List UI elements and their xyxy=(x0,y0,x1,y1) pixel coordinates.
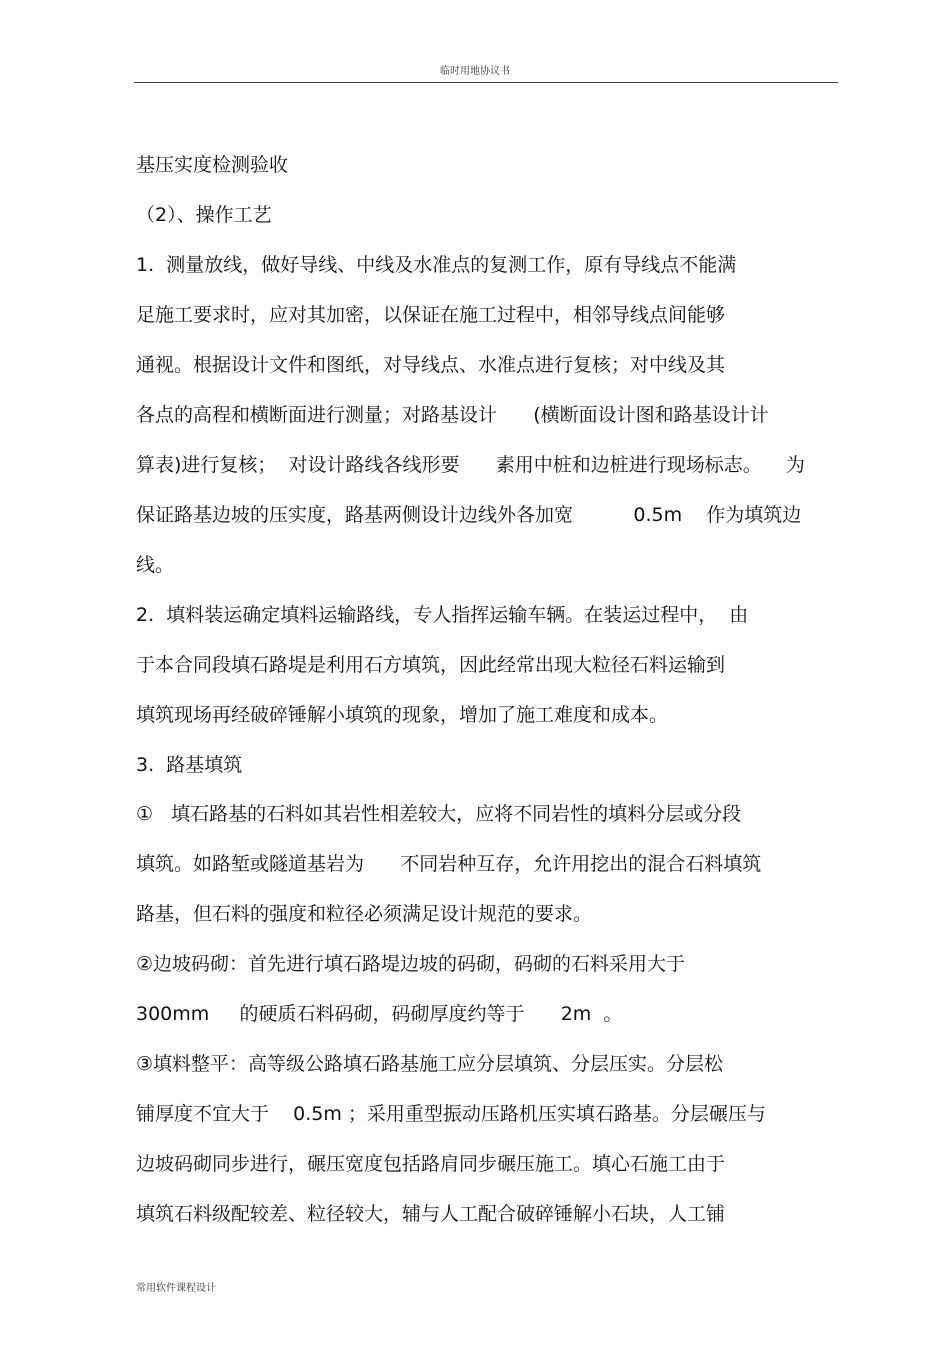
text-line: 填筑石料级配较差、粒径较大，辅与人工配合破碎锤解小石块，人工铺 xyxy=(136,1203,726,1225)
text-line: ① 填石路基的石料如其岩性相差较大，应将不同岩性的填料分层或分段 xyxy=(136,803,742,825)
text-line: ②边坡码砌：首先进行填石路堤边坡的码砌，码砌的石料采用大于 xyxy=(136,953,686,975)
text-line: 通视。根据设计文件和图纸，对导线点、水准点进行复核；对中线及其 xyxy=(136,354,726,376)
text-line: 2. 填料装运确定填料运输路线，专人指挥运输车辆。在装运过程中， 由 xyxy=(136,604,749,626)
text-line: （2）、操作工艺 xyxy=(136,204,272,226)
text-line: 于本合同段填石路堤是利用石方填筑，因此经常出现大粒径石料运输到 xyxy=(136,654,726,676)
text-line: 各点的高程和横断面进行测量；对路基设计 (横断面设计图和路基设计计 xyxy=(136,404,769,426)
text-line: 1. 测量放线，做好导线、中线及水准点的复测工作，原有导线点不能满 xyxy=(136,254,737,276)
text-line: 铺厚度不宜大于 0.5m ；采用重型振动压路机压实填石路基。分层碾压与 xyxy=(136,1103,766,1125)
text-line: 填筑。如路堑或隧道基岩为 不同岩种互存，允许用挖出的混合石料填筑 xyxy=(136,853,762,875)
page-footer: 常用软件课程设计 xyxy=(136,1283,216,1294)
text-line: 算表)进行复核； 对设计路线各线形要 素用中桩和边桩进行现场标志。 为 xyxy=(136,454,805,476)
text-line: 300mm 的硬质石料码砌，码砌厚度约等于 2m 。 xyxy=(136,1003,623,1025)
text-line: ③填料整平：高等级公路填石路基施工应分层填筑、分层压实。分层松 xyxy=(136,1053,724,1075)
header-divider xyxy=(134,82,838,83)
text-line: 保证路基边坡的压实度，路基两侧设计边线外各加宽 0.5m 作为填筑边 xyxy=(136,504,802,526)
text-line: 路基，但石料的强度和粒径必须满足设计规范的要求。 xyxy=(136,903,593,925)
text-line: 3. 路基填筑 xyxy=(136,754,243,776)
text-line: 基压实度检测验收 xyxy=(136,154,289,176)
text-line: 填筑现场再经破碎锤解小填筑的现象，增加了施工难度和成本。 xyxy=(136,704,669,726)
text-line: 足施工要求时，应对其加密，以保证在施工过程中，相邻导线点间能够 xyxy=(136,304,726,326)
text-line: 线。 xyxy=(136,554,175,576)
page-header: 临时用地协议书 xyxy=(440,66,510,77)
text-line: 边坡码砌同步进行，碾压宽度包括路肩同步碾压施工。填心石施工由于 xyxy=(136,1153,726,1175)
